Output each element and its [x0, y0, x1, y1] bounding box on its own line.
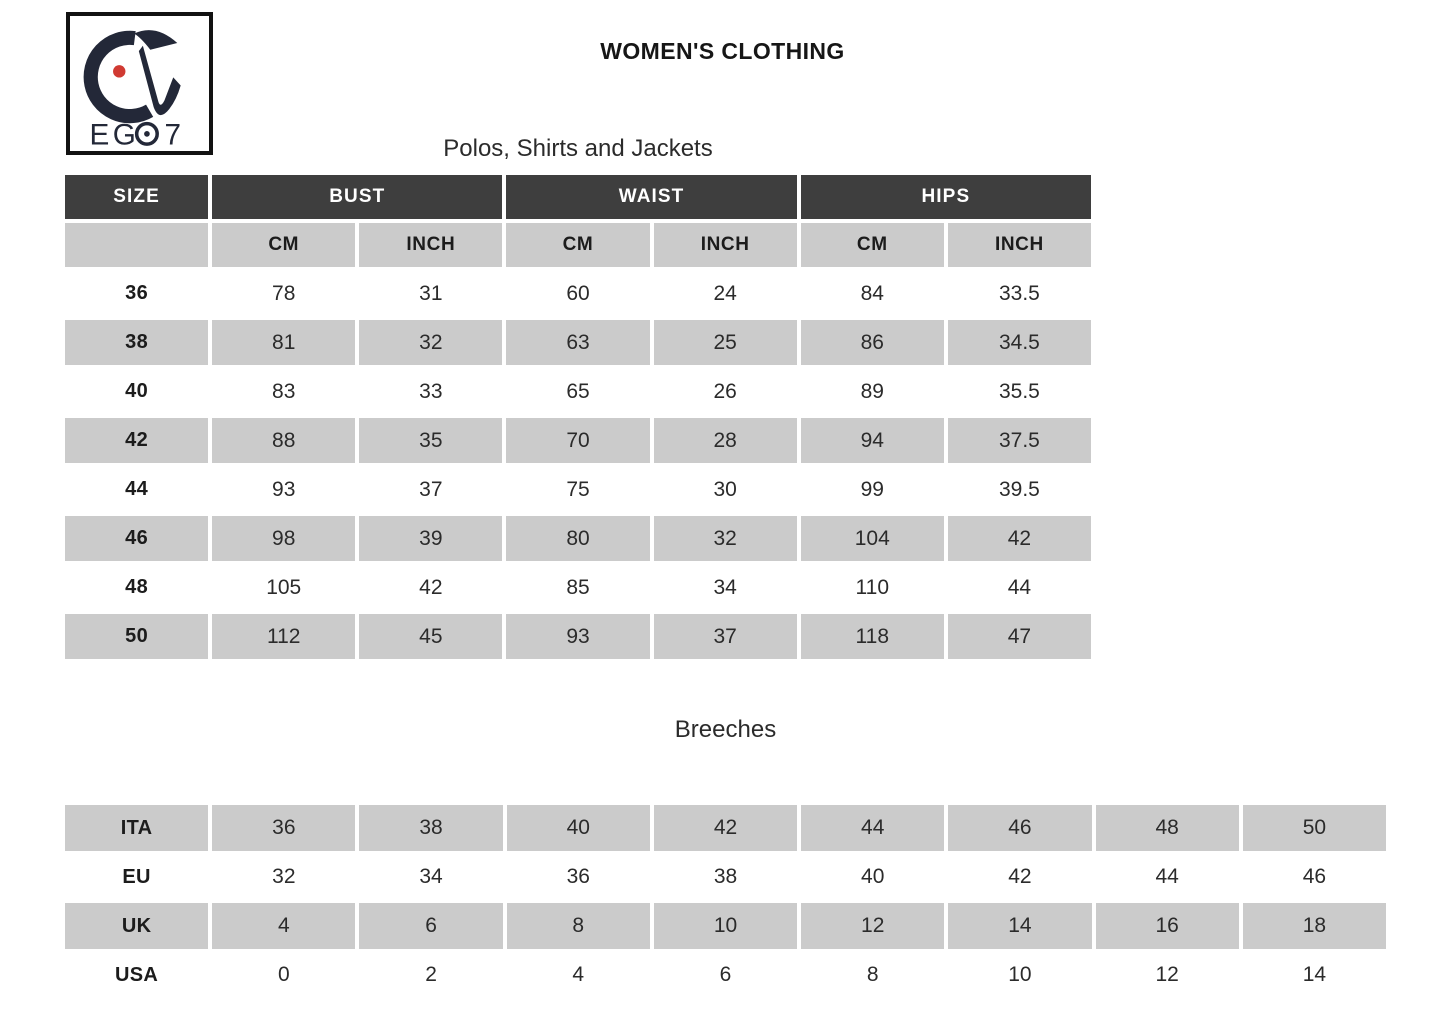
value-cell: 35.5: [948, 369, 1091, 414]
value-cell: 34.5: [948, 320, 1091, 365]
value-cell: 18: [1243, 903, 1386, 949]
value-cell: 44: [1096, 854, 1239, 900]
column-header-bust: BUST: [212, 175, 502, 219]
value-cell: 33.5: [948, 271, 1091, 316]
value-cell: 81: [212, 320, 355, 365]
value-cell: 110: [801, 565, 944, 610]
value-cell: 10: [948, 952, 1091, 998]
column-header-waist: WAIST: [506, 175, 796, 219]
value-cell: 10: [654, 903, 797, 949]
value-cell: 63: [506, 320, 649, 365]
value-cell: 42: [359, 565, 502, 610]
value-cell: 99: [801, 467, 944, 512]
value-cell: 37: [359, 467, 502, 512]
value-cell: 86: [801, 320, 944, 365]
value-cell: 34: [359, 854, 502, 900]
value-cell: 8: [801, 952, 944, 998]
value-cell: 60: [506, 271, 649, 316]
size-cell: 42: [65, 418, 208, 463]
value-cell: 4: [212, 903, 355, 949]
size-cell: 40: [65, 369, 208, 414]
polos-shirts-jackets-table: [65, 175, 1091, 659]
value-cell: 104: [801, 516, 944, 561]
value-cell: 84: [801, 271, 944, 316]
value-cell: 78: [212, 271, 355, 316]
logo-text-eg: EG: [89, 118, 140, 151]
unit-header-inch-5: INCH: [948, 223, 1091, 267]
page-title: WOMEN'S CLOTHING: [600, 38, 845, 64]
value-cell: 93: [506, 614, 649, 659]
value-cell: 118: [801, 614, 944, 659]
value-cell: 105: [212, 565, 355, 610]
value-cell: 88: [212, 418, 355, 463]
region-label-cell: USA: [65, 952, 208, 998]
value-cell: 25: [654, 320, 797, 365]
value-cell: 40: [507, 805, 650, 851]
breeches-table: [65, 805, 1386, 998]
value-cell: 48: [1096, 805, 1239, 851]
value-cell: 80: [506, 516, 649, 561]
value-cell: 45: [359, 614, 502, 659]
brand-logo: [66, 12, 213, 155]
value-cell: 75: [506, 467, 649, 512]
value-cell: 28: [654, 418, 797, 463]
value-cell: 38: [654, 854, 797, 900]
value-cell: 14: [1243, 952, 1386, 998]
ego7-horse-logo-icon: [70, 16, 209, 151]
value-cell: 12: [1096, 952, 1239, 998]
logo-text-7: 7: [164, 118, 185, 151]
value-cell: 6: [654, 952, 797, 998]
value-cell: 38: [359, 805, 502, 851]
unit-header-inch-3: INCH: [654, 223, 797, 267]
region-label-cell: UK: [65, 903, 208, 949]
size-cell: 50: [65, 614, 208, 659]
value-cell: 42: [654, 805, 797, 851]
value-cell: 112: [212, 614, 355, 659]
polos-table-caption: Polos, Shirts and Jackets: [443, 135, 713, 162]
value-cell: 42: [948, 516, 1091, 561]
value-cell: 46: [1243, 854, 1386, 900]
size-cell: 44: [65, 467, 208, 512]
value-cell: 0: [212, 952, 355, 998]
value-cell: 8: [507, 903, 650, 949]
size-cell: 48: [65, 565, 208, 610]
value-cell: 89: [801, 369, 944, 414]
value-cell: 42: [948, 854, 1091, 900]
value-cell: 70: [506, 418, 649, 463]
value-cell: 85: [506, 565, 649, 610]
value-cell: 39.5: [948, 467, 1091, 512]
value-cell: 24: [654, 271, 797, 316]
horse-eye-dot: [113, 65, 125, 77]
value-cell: 94: [801, 418, 944, 463]
value-cell: 30: [654, 467, 797, 512]
unit-header-cm-2: CM: [506, 223, 649, 267]
value-cell: 32: [654, 516, 797, 561]
value-cell: 31: [359, 271, 502, 316]
unit-header-inch-1: INCH: [359, 223, 502, 267]
unit-header-cm-4: CM: [801, 223, 944, 267]
value-cell: 37: [654, 614, 797, 659]
region-label-cell: ITA: [65, 805, 208, 851]
value-cell: 36: [507, 854, 650, 900]
value-cell: 4: [507, 952, 650, 998]
size-cell: 38: [65, 320, 208, 365]
unit-header-cm-0: CM: [212, 223, 355, 267]
value-cell: 83: [212, 369, 355, 414]
value-cell: 65: [506, 369, 649, 414]
value-cell: 39: [359, 516, 502, 561]
value-cell: 34: [654, 565, 797, 610]
value-cell: 16: [1096, 903, 1239, 949]
value-cell: 33: [359, 369, 502, 414]
value-cell: 2: [359, 952, 502, 998]
value-cell: 50: [1243, 805, 1386, 851]
value-cell: 37.5: [948, 418, 1091, 463]
value-cell: 32: [212, 854, 355, 900]
value-cell: 46: [948, 805, 1091, 851]
size-cell: 36: [65, 271, 208, 316]
value-cell: 14: [948, 903, 1091, 949]
value-cell: 44: [801, 805, 944, 851]
value-cell: 12: [801, 903, 944, 949]
value-cell: 93: [212, 467, 355, 512]
size-cell: 46: [65, 516, 208, 561]
column-header-hips: HIPS: [801, 175, 1091, 219]
value-cell: 35: [359, 418, 502, 463]
unit-header-blank: [65, 223, 208, 267]
value-cell: 44: [948, 565, 1091, 610]
value-cell: 98: [212, 516, 355, 561]
value-cell: 36: [212, 805, 355, 851]
value-cell: 40: [801, 854, 944, 900]
value-cell: 6: [359, 903, 502, 949]
value-cell: 47: [948, 614, 1091, 659]
column-header-size: SIZE: [65, 175, 208, 219]
value-cell: 26: [654, 369, 797, 414]
region-label-cell: EU: [65, 854, 208, 900]
breeches-table-caption: Breeches: [674, 716, 777, 743]
value-cell: 32: [359, 320, 502, 365]
